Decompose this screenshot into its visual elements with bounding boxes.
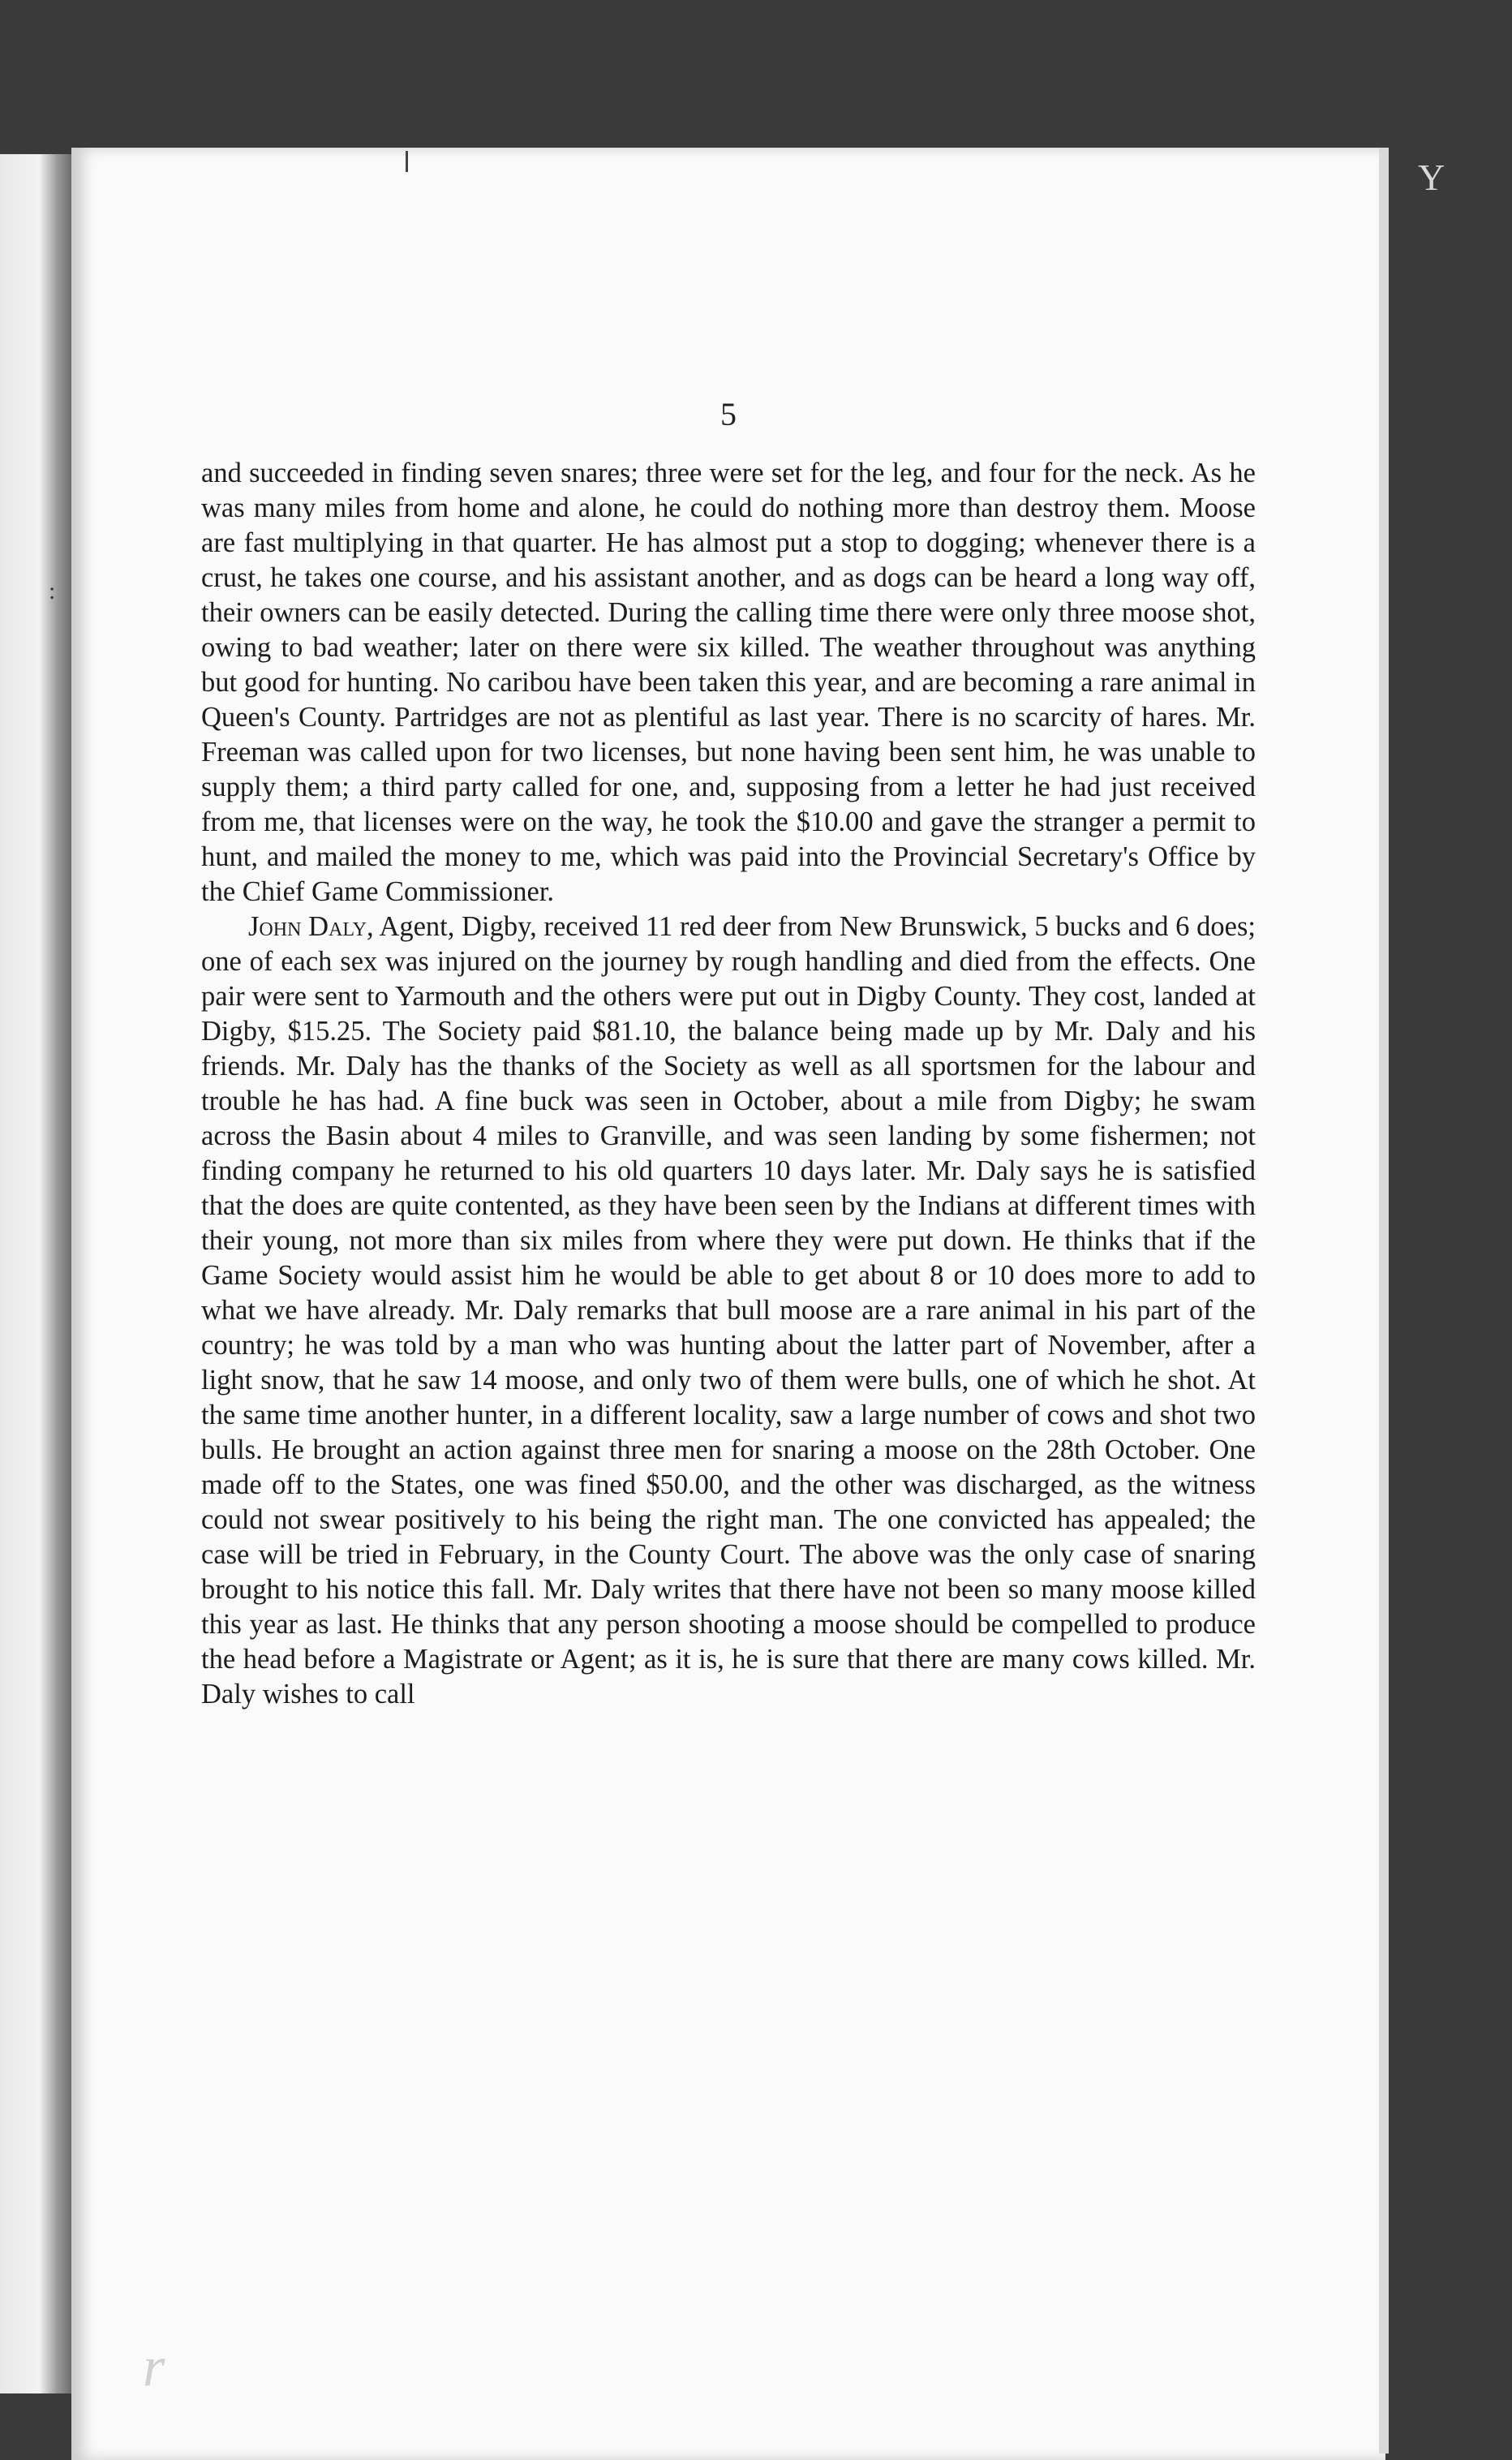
left-margin-dot: : <box>49 578 56 604</box>
paragraph-1: and succeeded in finding seven snares; three were set for the leg, and four for the neck. As he was many miles from home and alone, he could do nothing more than destroy them. Moose are fast multiplying in that quarter. He has almost put a stop to dogging; whenever there is a crust, he takes one course, and his assistant another, and as dogs can be heard a long way off, their owners can be easily detected. During the calling time there were only three moose shot, owing to bad weather; later on there were six killed. The weather throughout was anything but good for hunting. No caribou have been taken this year, and are becoming a rare animal in Queen's County. Partridges are not as plentiful as last year. There is no scarcity of hares. Mr. Freeman was called upon for two licenses, but none having been sent him, he was unable to supply them; a third party called for one, and, supposing from a letter he had just received from me, that licenses were on the way, he took the $10.00 and gave the stranger a permit to hunt, and mailed the money to me, which was paid into the Provincial Secretary's Office by the Chief Game Commissioner. <box>201 458 1256 907</box>
top-right-mark: Y <box>1418 157 1445 198</box>
page-edge-shadow <box>1379 148 1389 2454</box>
agent-name: John Daly <box>248 911 367 942</box>
bottom-left-mark: r <box>143 2336 165 2398</box>
body-text <box>201 456 1256 1712</box>
page-number: 5 <box>720 396 737 432</box>
paragraph-2-text: , Agent, Digby, received 11 red deer from New Brunswick, 5 bucks and 6 does; one of each sex was injured on the journey by rough handling and died from the effects. One pair were sent to Yarmouth and the others were put out in Digby County. They cost, landed at Digby, $15.25. The Society paid $81.10, the balance being made up by Mr. Daly and his friends. Mr. Daly has the thanks of the Society as well as all sportsmen for the labour and trouble he has had. A fine buck was seen in October, about a mile from Digby; he swam across the Basin about 4 miles to Granville, and was seen landing by some fishermen; not finding company he returned to his old quarters 10 days later. Mr. Daly says he is satisfied that the does are quite contented, as they have been seen by the Indians at different times with their young, not more than six miles from where they were put down. He thinks that if the Game Society would assist him he would be able to get about 8 or 10 does more to add to what we have already. Mr. Daly remarks that bull moose are a rare animal in his part of the country; he was told by a man who was hunting about the latter part of November, after a light snow, that he saw 14 moose, and only two of them were bulls, one of which he shot. At the same time another hunter, in a different locality, saw a large number of cows and shot two bulls. He brought an action against three men for snaring a moose on the 28th October. One made off to the States, one was fined $50.00, and the other was discharged, as the witness could not swear positively to his being the right man. The one convicted has appealed; the case will be tried in February, in the County Court. The above was the only case of snaring brought to his notice this fall. Mr. Daly writes that there have not been so many moose killed this year as last. He thinks that any person shooting a moose should be compelled to produce the head before a Magistrate or Agent; as it is, he is sure that there are many cows killed. Mr. Daly wishes to call <box>201 911 1256 1710</box>
facing-page-edge <box>0 154 71 2393</box>
top-tick-mark <box>406 151 408 172</box>
document-page <box>71 148 1385 2460</box>
paragraph-2 <box>201 910 1256 1712</box>
